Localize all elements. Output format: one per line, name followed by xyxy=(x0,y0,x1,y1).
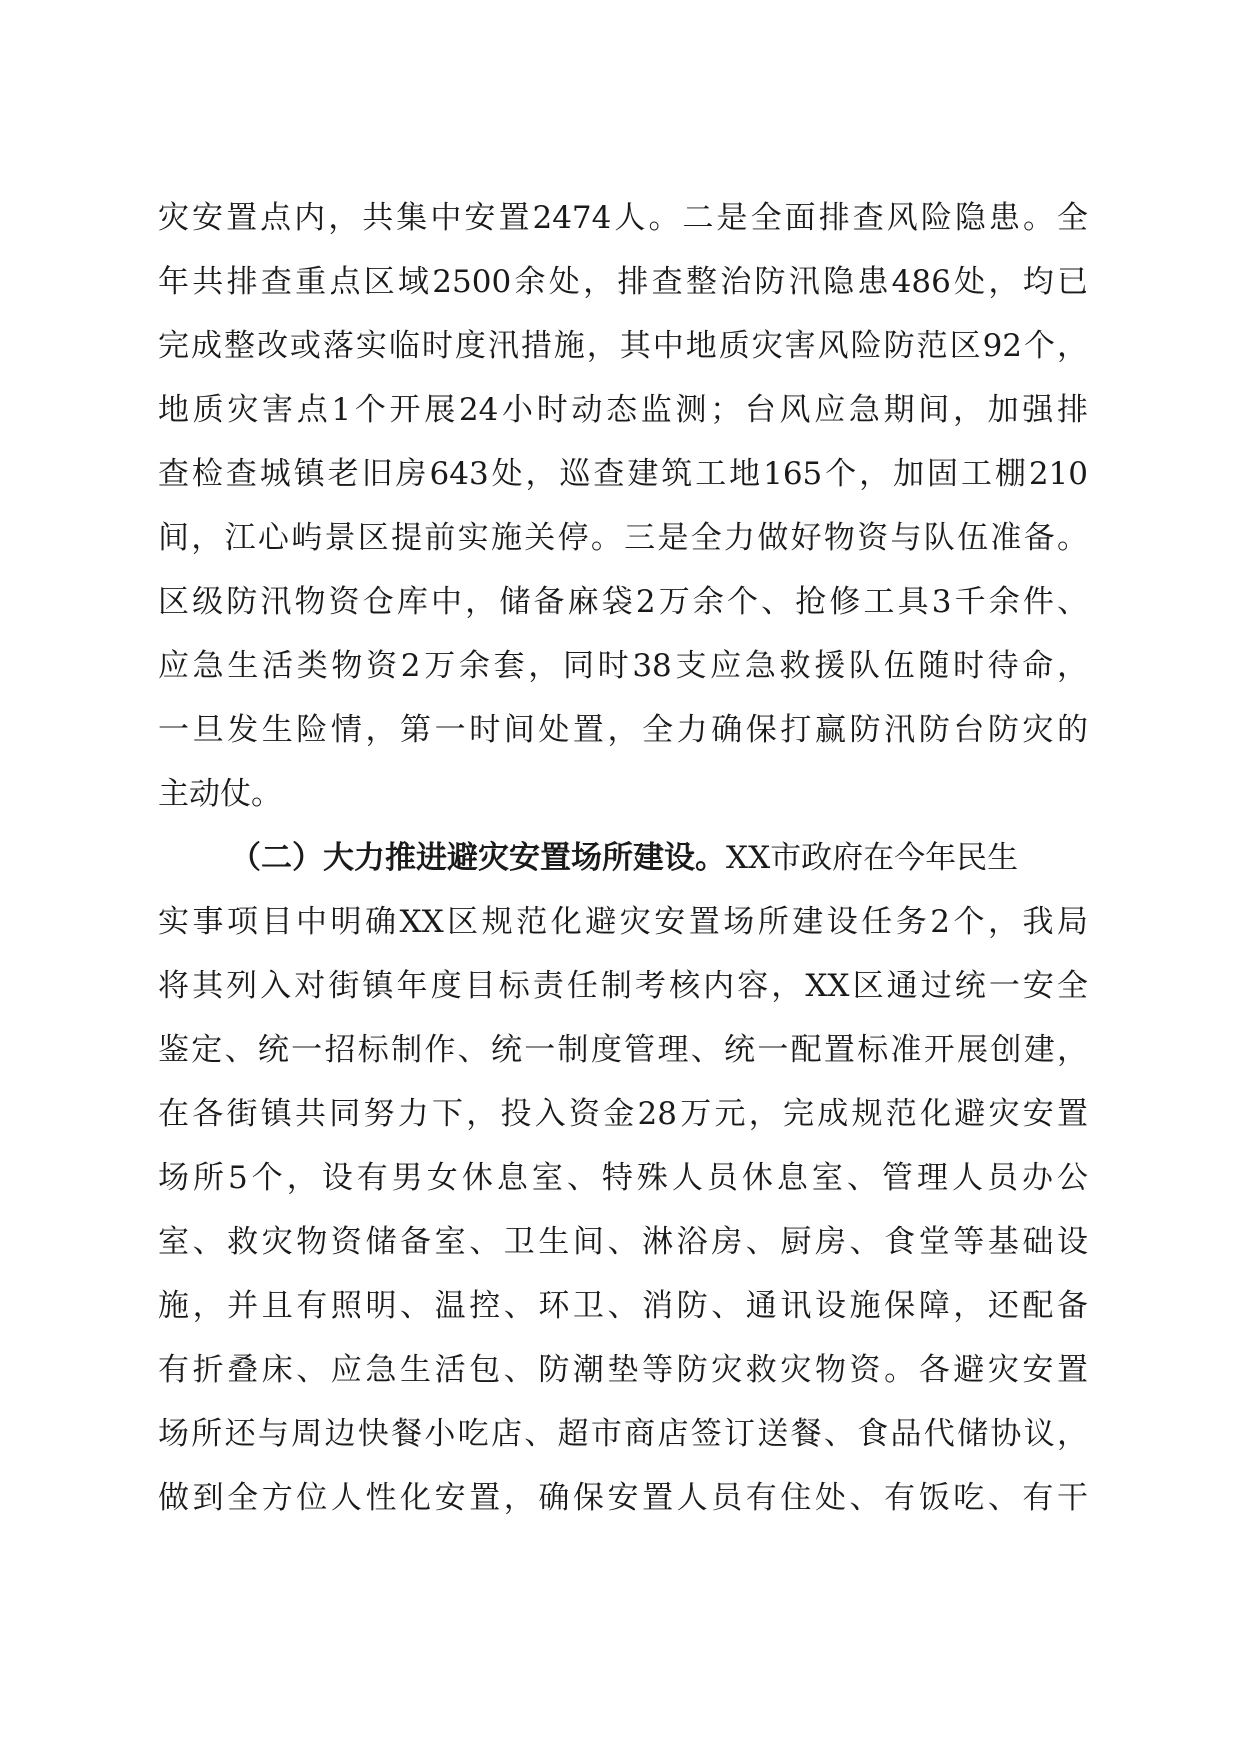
heading-continuation: XX市政府在今年民生 xyxy=(726,840,1019,876)
text-line: 区级防汛物资仓库中，储备麻袋2万余个、抢修工具3千余件、 xyxy=(158,584,1088,620)
text-line: 场所5个，设有男女休息室、特殊人员休息室、管理人员办公 xyxy=(158,1160,1088,1196)
text-line: 应急生活类物资2万余套，同时38支应急救援队伍随时待命， xyxy=(158,648,1088,684)
paragraph-2 xyxy=(158,826,1088,1530)
text-line: 施，并且有照明、温控、环卫、消防、通讯设施保障，还配备 xyxy=(158,1288,1088,1324)
text-line: 一旦发生险情，第一时间处置，全力确保打赢防汛防台防灾的 xyxy=(158,712,1088,748)
paragraph-2-first-line xyxy=(158,826,1088,890)
text-line: 实事项目中明确XX区规范化避灾安置场所建设任务2个，我局 xyxy=(158,904,1088,940)
text-line: 主动仗。 xyxy=(158,776,282,812)
section-heading: （二）大力推进避灾安置场所建设。 xyxy=(230,840,726,876)
text-line: 灾安置点内，共集中安置2474人。二是全面排查风险隐患。全 xyxy=(158,200,1088,236)
text-line: 有折叠床、应急生活包、防潮垫等防灾救灾物资。各避灾安置 xyxy=(158,1352,1088,1388)
text-line: 完成整改或落实临时度汛措施，其中地质灾害风险防范区92个， xyxy=(158,328,1088,364)
body-text xyxy=(158,186,1088,1530)
text-line: 查检查城镇老旧房643处，巡查建筑工地165个，加固工棚210 xyxy=(158,456,1088,492)
paragraph-1 xyxy=(158,186,1088,826)
text-line: 将其列入对街镇年度目标责任制考核内容，XX区通过统一安全 xyxy=(158,968,1088,1004)
text-line: 场所还与周边快餐小吃店、超市商店签订送餐、食品代储协议， xyxy=(158,1416,1088,1452)
text-line: 室、救灾物资储备室、卫生间、淋浴房、厨房、食堂等基础设 xyxy=(158,1224,1088,1260)
text-line: 间，江心屿景区提前实施关停。三是全力做好物资与队伍准备。 xyxy=(158,520,1088,556)
text-line: 年共排查重点区域2500余处，排查整治防汛隐患486处，均已 xyxy=(158,264,1088,300)
text-line: 地质灾害点1个开展24小时动态监测；台风应急期间，加强排 xyxy=(158,392,1088,428)
text-line: 鉴定、统一招标制作、统一制度管理、统一配置标准开展创建， xyxy=(158,1032,1088,1068)
text-line: 做到全方位人性化安置，确保安置人员有住处、有饭吃、有干 xyxy=(158,1480,1088,1516)
text-line: 在各街镇共同努力下，投入资金28万元，完成规范化避灾安置 xyxy=(158,1096,1088,1132)
